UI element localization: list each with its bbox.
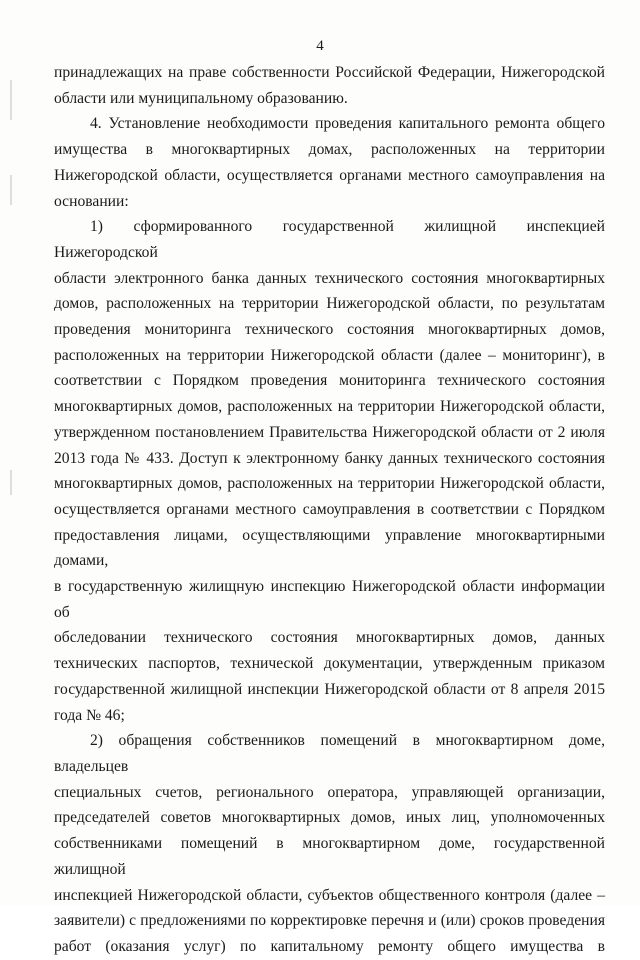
- text-line: Нижегородской области, осуществляется органами местного самоуправления на: [54, 166, 605, 184]
- text-line: области электронного банка данных технического состояния многоквартирных: [54, 269, 605, 287]
- text-line: 1) сформированного государственной жилищной инспекцией Нижегородской: [54, 218, 605, 261]
- text-line: председателей советов многоквартирных домов, иных лиц, уполномоченных: [54, 809, 605, 827]
- text-line: года № 46;: [54, 706, 125, 724]
- page-number: 4: [316, 38, 324, 54]
- text-line: утвержденном постановлением Правительства Нижегородской области от 2 июля: [54, 423, 605, 441]
- text-line: принадлежащих на праве собственности Российской Федерации, Нижегородской: [54, 64, 605, 81]
- text-line: имущества в многоквартирных домах, расположенных на территории: [54, 141, 605, 159]
- text-line: заявители) с предложениями по корректировке перечня и (или) сроков проведения: [54, 912, 605, 930]
- text-line: расположенных на территории Нижегородской области (далее – мониторинг), в: [54, 346, 605, 364]
- text-line: работ (оказания услуг) по капитальному ремонту общего имущества в: [54, 937, 605, 955]
- text-line: многоквартирных домов, расположенных на территории Нижегородской области,: [54, 475, 605, 493]
- text-line: технических паспортов, технической документации, утвержденным приказом: [54, 655, 605, 673]
- text-line: предоставления лицами, осуществляющими управление многоквартирными домами,: [54, 526, 605, 570]
- text-line: многоквартирных домов, расположенных на территории Нижегородской области,: [54, 398, 605, 416]
- scan-edge-mark: [10, 470, 12, 495]
- scan-edge-mark: [10, 80, 12, 120]
- text-line: собственниками помещений в многоквартирном доме, государственной жилищной: [54, 835, 605, 878]
- body-text: [54, 60, 605, 960]
- scan-edge-mark: [10, 175, 12, 205]
- text-line: государственной жилищной инспекции Нижегородской области от 8 апреля 2015: [54, 680, 605, 698]
- text-line: соответствии с Порядком проведения мониторинга технического состояния: [54, 372, 605, 390]
- text-line: осуществляется органами местного самоуправления в соответствии с Порядком: [54, 500, 605, 518]
- text-line: 2013 года № 433. Доступ к электронному банку данных технического состояния: [54, 449, 605, 467]
- text-line: основании:: [54, 192, 129, 210]
- text-line: обследовании технического состояния многоквартирных домов, данных: [54, 629, 605, 647]
- text-line: инспекцией Нижегородской области, субъектов общественного контроля (далее –: [54, 886, 605, 904]
- text-line: проведения мониторинга технического состояния многоквартирных домов,: [54, 321, 605, 339]
- text-line: 4. Установление необходимости проведения капитального ремонта общего: [90, 115, 605, 133]
- text-line: специальных счетов, регионального оператора, управляющей организации,: [54, 783, 605, 801]
- text-line: домов, расположенных на территории Нижегородской области, по результатам: [54, 295, 605, 313]
- text-line: 2) обращения собственников помещений в многоквартирном доме, владельцев: [54, 732, 605, 775]
- text-line: в государственную жилищную инспекцию Нижегородской области информации об: [54, 578, 605, 621]
- text-line: области или муниципальному образованию.: [54, 89, 348, 107]
